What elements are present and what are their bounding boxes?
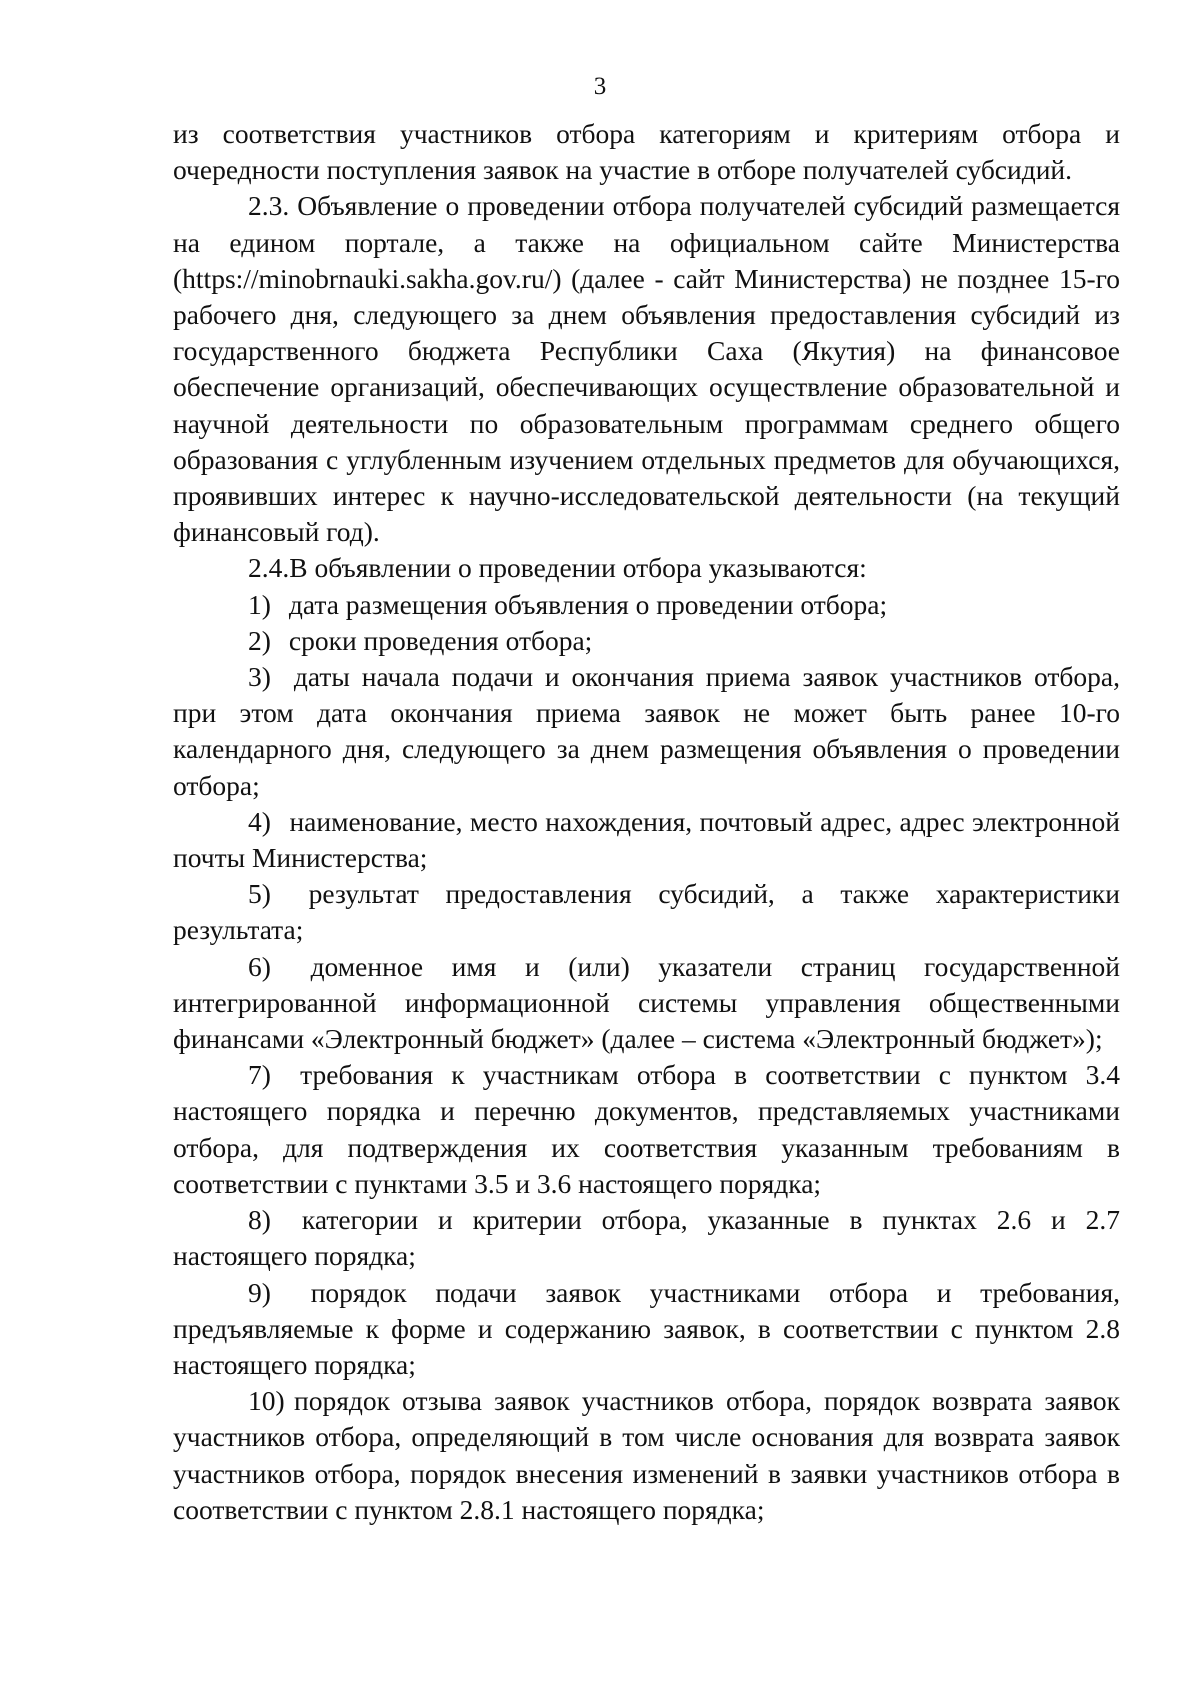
list-item-text: результат предоставления субсидий, а также характеристики результата; bbox=[173, 878, 1120, 946]
list-item bbox=[173, 623, 1120, 659]
paragraph-2-3: 2.3. Объявление о проведении отбора получателей субсидий размещается на едином портале, а также на официальном сайте Министерства (https://minobrnauki.sakha.gov.ru/) (далее - сайт Министерства) не позднее 15-го рабочего дня, следующего за днем объявления предоставления субсидий из государственного бюджета Республики Саха (Якутия) на финансовое обеспечение организаций, обеспечивающих осуществление образовательной и научной деятельности по образовательным программам среднего общего образования с углубленным изучением отдельных предметов для обучающихся, проявивших интерес к научно-исследовательской деятельности (на текущий финансовый год). bbox=[173, 190, 1120, 548]
list-item bbox=[173, 1057, 1120, 1202]
list-item-number: 3) bbox=[248, 661, 271, 693]
list-item-text: даты начала подачи и окончания приема заявок участников отбора, при этом дата окончания приема заявок не может быть ранее 10-го календарного дня, следующего за днем размещения объявления о проведении отбора; bbox=[173, 661, 1120, 801]
list-item bbox=[173, 876, 1120, 948]
page-number: 3 bbox=[593, 73, 607, 100]
list-item-text: требования к участникам отбора в соответствии с пунктом 3.4 настоящего порядка и перечню документов, представляемых участниками отбора, для подтверждения их соответствия указанным требованиям в соответствии с пунктами 3.5 и 3.6 настоящего порядка; bbox=[173, 1059, 1121, 1199]
list-item bbox=[173, 1202, 1120, 1274]
list-item-number: 1) bbox=[248, 588, 271, 620]
document-body bbox=[173, 116, 1120, 1528]
list-item-number: 4) bbox=[248, 805, 271, 837]
list-item bbox=[173, 949, 1120, 1058]
list-item bbox=[173, 804, 1120, 876]
list-item-number: 9) bbox=[248, 1276, 271, 1308]
list-item bbox=[173, 587, 1120, 623]
list-item-number: 2) bbox=[248, 624, 271, 656]
list-item-number: 7) bbox=[248, 1059, 271, 1091]
list-item-number: 8) bbox=[248, 1204, 271, 1236]
list-item bbox=[173, 659, 1120, 804]
list-item bbox=[173, 1275, 1120, 1384]
list-item-text: наименование, место нахождения, почтовый адрес, адрес электронной почты Министерства; bbox=[173, 805, 1120, 874]
list-item-text: дата размещения объявления о проведении отбора; bbox=[288, 588, 888, 620]
list-item-text: порядок подачи заявок участниками отбора и требования, предъявляемые к форме и содержанию заявок, в соответствии с пунктом 2.8 настоящего порядка; bbox=[173, 1276, 1121, 1380]
list-item-number: 5) bbox=[248, 878, 271, 910]
list-item-number: 6) bbox=[248, 950, 271, 982]
list-item-text: сроки проведения отбора; bbox=[288, 624, 593, 656]
list-item-text: категории и критерии отбора, указанные в пунктах 2.6 и 2.7 настоящего порядка; bbox=[173, 1204, 1120, 1272]
list-item-text: доменное имя и (или) указатели страниц государственной интегрированной информационной системы управления общественными финансами «Электронный бюджет» (далее – система «Электронный бюджет»); bbox=[173, 950, 1120, 1055]
list-item bbox=[173, 1383, 1120, 1528]
paragraph-continuation: из соответствия участников отбора категориям и критериям отбора и очередности поступления заявок на участие в отборе получателей субсидий. bbox=[173, 118, 1120, 186]
list-item-text: порядок отзыва заявок участников отбора, порядок возврата заявок участников отбора, определяющий в том числе основания для возврата заявок участников отбора, порядок внесения изменений в заявки участников отбора в соответствии с пунктом 2.8.1 настоящего порядка; bbox=[173, 1385, 1120, 1525]
paragraph-2-4: 2.4.В объявлении о проведении отбора указываются: bbox=[248, 552, 867, 584]
list-item-number: 10) bbox=[248, 1385, 285, 1417]
